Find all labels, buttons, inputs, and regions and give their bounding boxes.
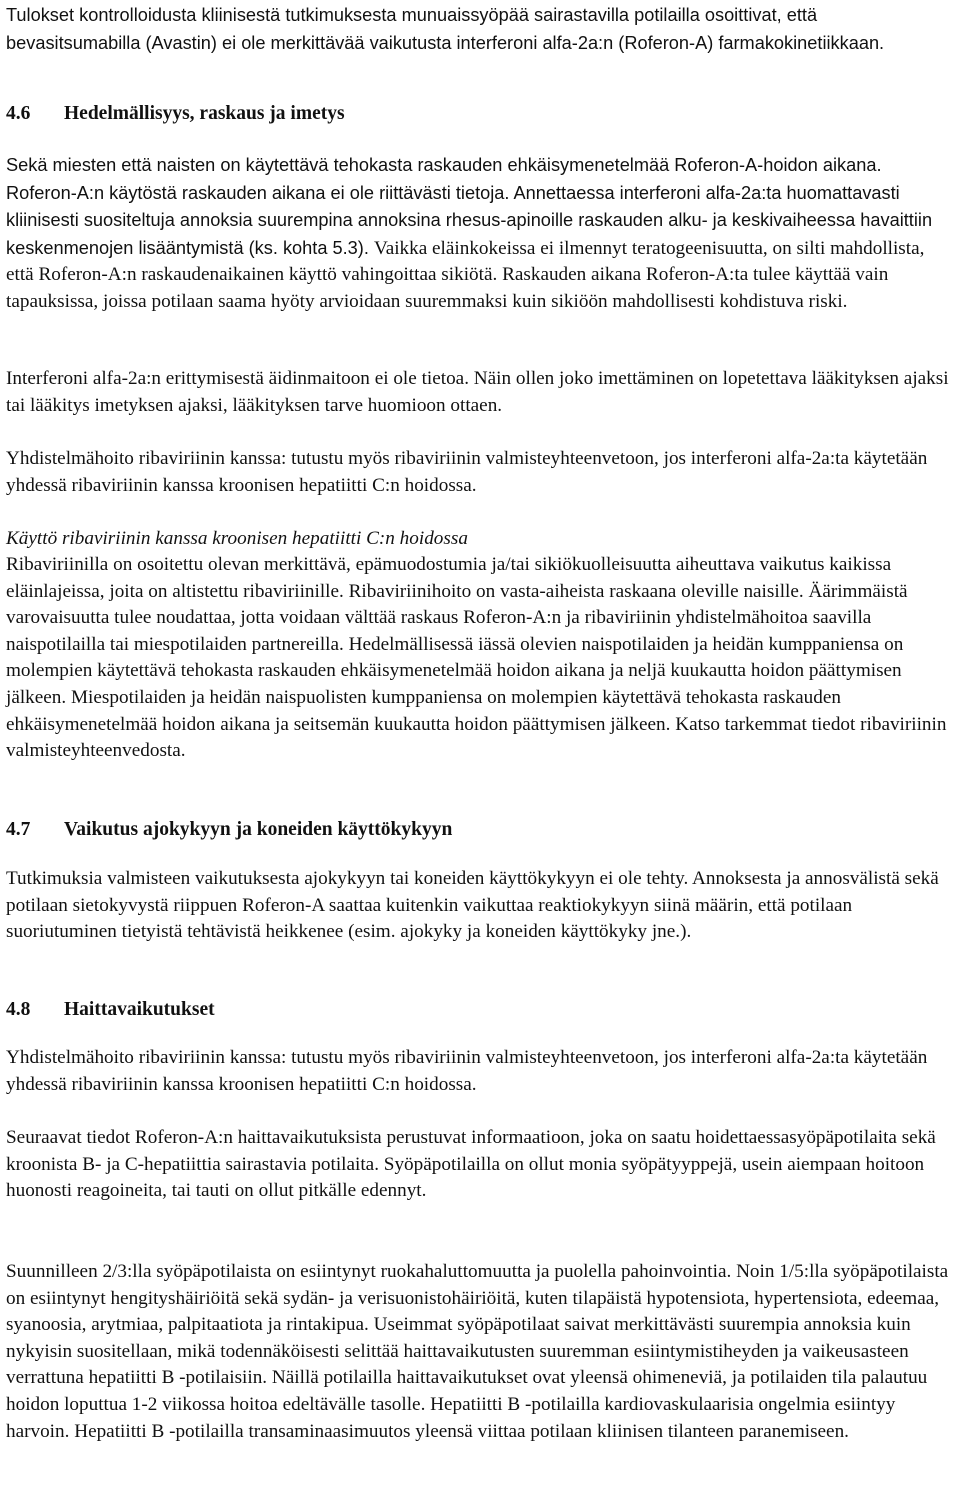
text-run: Useimmat syöpäpotilaat saivat merkittävästi suurempia annoksia kuin nykyisin suositellaan, mikä todennäköisesti selittää haittavaikutusten suuremman esiintymistiheyden ja vaikeusasteen verrattuna hepatiitti B -potilaisiin. xyxy=(6,1314,911,1389)
text-run: Ribaviriinihoito on vasta-aiheista raskaana oleville naisille. xyxy=(348,580,809,602)
section-number: 4.8 xyxy=(6,999,31,1020)
intro-paragraph xyxy=(6,2,954,57)
text-run: Seuraavat tiedot Roferon-A:n haittavaikutuksista perustuvat informaatioon, joka on saatu hoidettaessasyöpäpotilaita sekä kroonista B- ja C-hepatiittia sairastavia potilaita. xyxy=(6,1127,936,1175)
text-run: Näin ollen joko imettäminen on lopetettava lääkityksen ajaksi tai lääkitys imetyksen ajaksi, lääkityksen tarve huomioon ottaen. xyxy=(6,368,949,416)
text-run: Tutkimuksia valmisteen vaikutuksesta ajokykyyn tai koneiden käyttökykyyn ei ole tehty. xyxy=(6,868,693,889)
text-run: Hepatiitti B -potilailla transaminaasimuutos yleensä viittaa potilaan kliinisen tilanteen paranemiseen. xyxy=(74,1420,849,1442)
section-title: Hedelmällisyys, raskaus ja imetys xyxy=(64,103,345,124)
section-heading-4-7 xyxy=(6,817,452,844)
intro-text: Tulokset kontrolloidusta kliinisestä tutkimuksesta munuaissyöpää sairastavilla potilailla osoittivat, että bevasitsumabilla (Avastin) ei ole merkittävää vaikutusta interferoni alfa-2a:n (Roferon-A) farmakokinetiikkaan. xyxy=(6,5,885,53)
section-number: 4.6 xyxy=(6,103,31,124)
section-number: 4.7 xyxy=(6,819,31,840)
section-heading-4-8 xyxy=(6,997,215,1024)
paragraph-4-6-3 xyxy=(6,446,954,499)
text-run: Hepatiitti B -potilailla kardiovaskulaarisia ongelmia esiintyy harvoin. xyxy=(6,1393,896,1442)
text-run: Äärimmäistä varovaisuutta tulee noudattaa, jotta voidaan välttää raskaus Roferon-A:n ja ribaviriinin yhdistelmähoitoa saavilla naispotilailla tai miespotilaiden partnereilla. xyxy=(6,580,908,655)
text-run: Yhdistelmähoito ribaviriinin kanssa: tutustu myös ribaviriinin valmisteyhteenvetoon, jos interferoni alfa-2a:ta käytetään yhdessä ribaviriinin kanssa kroonisen hepatiitti C:n hoidossa. xyxy=(6,1047,928,1095)
paragraph-4-6-1 xyxy=(6,152,954,316)
paragraph-4-8-2 xyxy=(6,1125,954,1205)
text-run: Annettaessa interferoni alfa-2a:ta huomattavasti kliinisesti suositeltuja annoksia suurempina annoksina rhesus-apinoille raskauden alku- ja keskivaiheessa havaittiin keskenmenojen lisääntymistä (ks. kohta 5.3). xyxy=(6,182,933,258)
text-run: Interferoni alfa-2a:n erittymisestä äidinmaitoon ei ole tietoa. xyxy=(6,368,474,389)
subsection-title: Käyttö ribaviriinin kanssa kroonisen hepatiitti C:n hoidossa xyxy=(6,528,468,549)
paragraph-4-8-1 xyxy=(6,1045,954,1098)
section-title: Vaikutus ajokykyyn ja koneiden käyttökykyyn xyxy=(64,819,453,840)
text-run: Suunnilleen 2/3:lla syöpäpotilaista on esiintynyt ruokahaluttomuutta ja puolella pahoinvointia. xyxy=(6,1261,737,1282)
text-run: Raskauden aikana Roferon-A:ta tulee käyttää vain tapauksissa, joissa potilaan saama hyöty arvioidaan suuremmaksi kuin sikiöön mahdollisesti kohdistuva riski. xyxy=(6,264,889,312)
text-run: Sekä miesten että naisten on käytettävä tehokasta raskauden ehkäisymenetelmää Roferon-A-hoidon aikana. xyxy=(6,155,882,175)
text-run: Roferon-A:n käytöstä raskauden aikana ei ole riittävästi tietoja. xyxy=(6,182,514,203)
paragraph-4-8-3 xyxy=(6,1259,954,1445)
section-heading-4-6 xyxy=(6,101,345,128)
text-run: Annoksesta ja annosvälistä sekä potilaan sietokyvystä riippuen Roferon-A saattaa kuitenkin vaikuttaa reaktiokykyyn siinä määrin, että potilaan suoriutuminen tietyistä tehtävistä heikkenee (esim. ajokyky ja koneiden käyttökyky jne.). xyxy=(6,868,939,943)
paragraph-4-6-2 xyxy=(6,366,954,419)
paragraph-4-7-1 xyxy=(6,866,954,946)
text-run: Miespotilaiden ja heidän naispuolisten kumppaniensa on molempien käytettävä tehokasta raskauden ehkäisymenetelmää hoidon aikana ja seitsemän kuukautta hoidon päättymisen jälkeen. xyxy=(6,686,841,735)
text-run: Hedelmällisessä iässä olevien naispotilaiden ja heidän kumppaniensa on molempien käytettävä tehokasta raskauden ehkäisymenetelmää hoidon aikana ja neljä kuukautta hoidon päättymisen jälkeen. xyxy=(6,633,904,708)
text-run: Vaikka eläinkokeissa ei ilmennyt teratogeenisuutta, on silti mahdollista, että Roferon-A:n raskaudenaikainen käyttö vahingoittaa sikiötä. xyxy=(6,237,925,286)
text-run: Katso tarkemmat tiedot ribaviriinin valmisteyhteenvedosta. xyxy=(6,713,947,762)
text-run: Ribaviriinilla on osoitettu olevan merkittävä, epämuodostumia ja/tai sikiökuolleisuutta aiheuttava vaikutus kaikissa eläinlajeissa, joita on altistettu ribaviriinille. xyxy=(6,554,892,602)
text-run: Yhdistelmähoito ribaviriinin kanssa: tutustu myös ribaviriinin valmisteyhteenvetoon, jos interferoni alfa-2a:ta käytetään yhdessä ribaviriinin kanssa kroonisen hepatiitti C:n hoidossa. xyxy=(6,448,928,496)
paragraph-4-6-4 xyxy=(6,552,954,765)
text-run: Näillä potilailla haittavaikutukset ovat yleensä ohimeneviä, ja potilaiden tila palautuu hoidon loputtua 1-2 viikossa hoitoa edeltävälle tasolle. xyxy=(6,1367,928,1415)
text-run: Noin 1/5:lla syöpäpotilaista on esiintynyt hengityshäiriöitä sekä sydän- ja verisuonistohäiriöitä, kuten tilapäistä hypotensiota, hypertensiota, edeemaa, syanoosia, arytmiaa, palpitaatiota ja rintakipua. xyxy=(6,1261,949,1336)
text-run: Syöpäpotilailla on ollut monia syöpätyyppejä, usein aiempaan hoitoon huonosti reagoineita, tai tauti on ollut pitkälle edennyt. xyxy=(6,1153,925,1202)
section-title: Haittavaikutukset xyxy=(64,999,215,1020)
